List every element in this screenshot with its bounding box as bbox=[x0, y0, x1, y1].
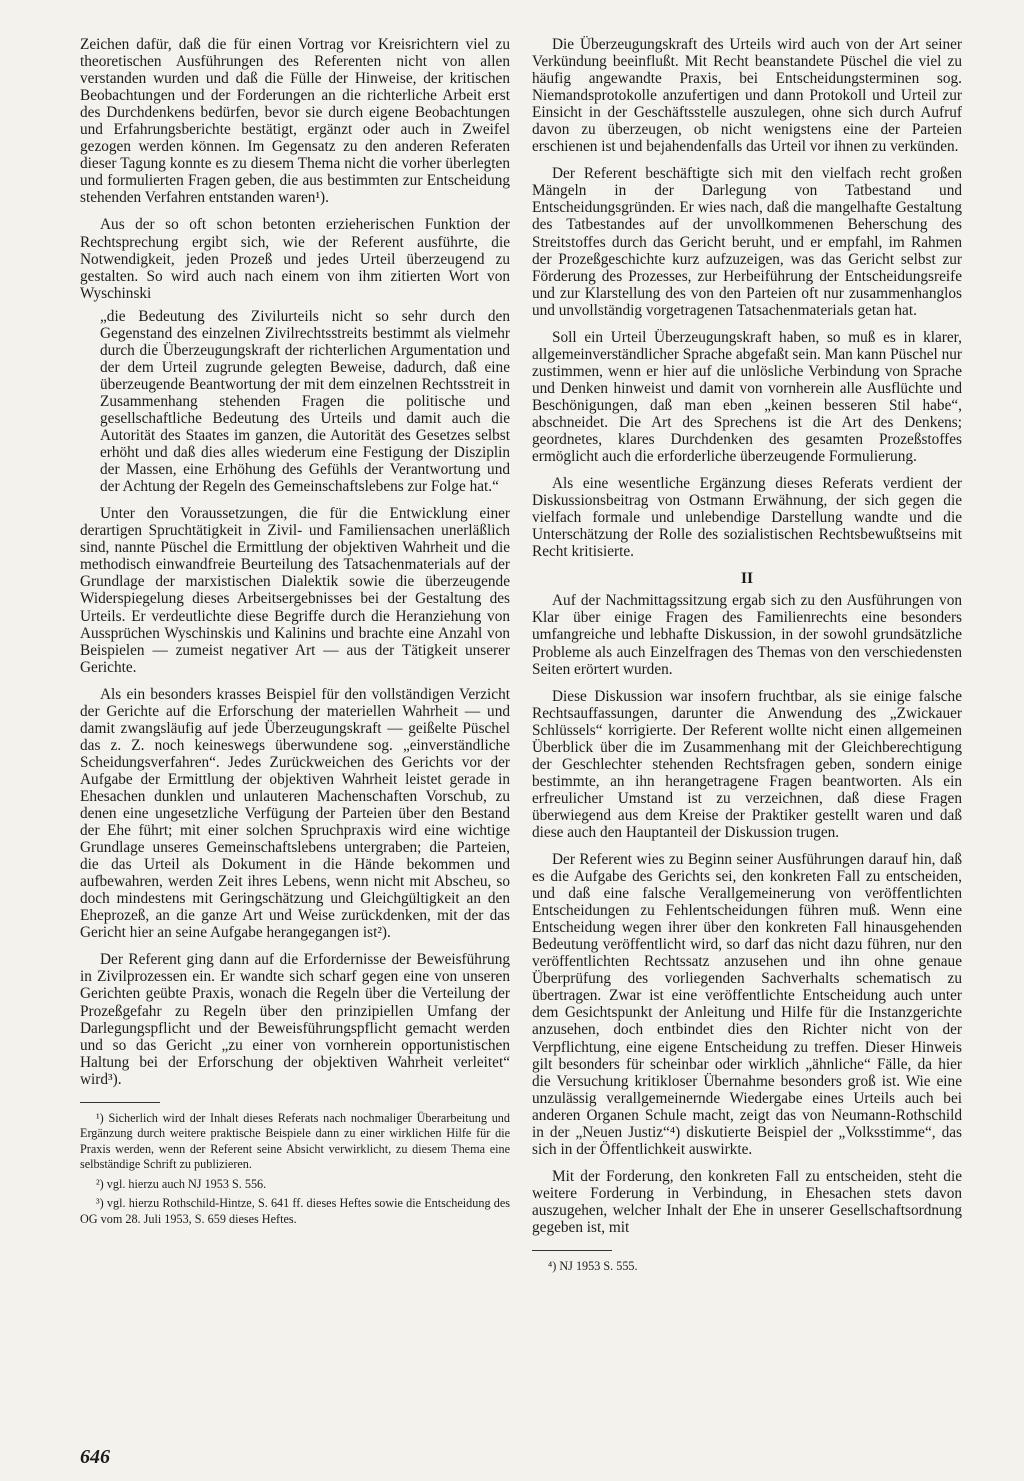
paragraph: Unter den Voraussetzungen, die für die Entwicklung einer derartigen Spruchtätigkeit in Zivil- und Familiensachen unerläßlich sind, nannte Püschel die Ermittlung der objektiven Wahrheit und die methodisch einwandfreie Beurteilung des Tatsachenmaterials auf der Grundlage der marxistischen Dialektik sowie die überzeugende Widerspiegelung dieses Arbeitsergebnisses bei der Gestaltung des Urteils. Er verdeutlichte diese Begriffe durch die Heranziehung von Aussprüchen Wyschinskis und Kalinins und brachte eine Anzahl von Beispielen — zumeist negativer Art — aus der Tätigkeit unserer Gerichte. bbox=[80, 505, 510, 676]
section-heading: II bbox=[740, 570, 754, 588]
right-column bbox=[532, 36, 962, 1275]
footnote: ⁴) NJ 1953 S. 555. bbox=[548, 1259, 638, 1274]
left-column bbox=[80, 36, 510, 1227]
footnote: ²) vgl. hierzu auch NJ 1953 S. 556. bbox=[96, 1176, 267, 1191]
paragraph: Auf der Nachmittagssitzung ergab sich zu den Ausführungen von Klar über einige Fragen des Familienrechts eine besonders umfangreiche und lebhafte Diskussion, in der sowohl grundsätzliche Probleme als auch Einzelfragen des Themas von den verschiedensten Seiten erörtert wurden. bbox=[532, 592, 962, 678]
paragraph: Diese Diskussion war insofern fruchtbar, als sie einige falsche Rechtsauffassungen, darunter die Anwendung des „Zwickauer Schlüssels“ korrigierte. Der Referent wollte nicht einen allgemeinen Überblick über die im Zusammenhang mit der Gleichberechtigung der Geschlechter stehenden Rechtsfragen geben, sondern einige bestimmte, an ihn herangetragene Fragen beantworten. Als ein erfreulicher Umstand ist zu verzeichnen, daß diese Fragen überwiegend aus dem Kreise der Praktiker gestellt waren und daß diese auch den Hauptanteil der Diskussion trugen. bbox=[532, 687, 962, 841]
paragraph: Aus der so oft schon betonten erzieherischen Funktion der Rechtsprechung ergibt sich, wie der Referent ausführte, die Notwendigkeit, jeden Prozeß und jedes Urteil überzeugend zu gestalten. So wird auch nach einem von ihm zitierten Wort von Wyschinski bbox=[80, 216, 510, 302]
footnote-divider bbox=[532, 1250, 612, 1251]
paragraph: Als eine wesentliche Ergänzung dieses Referats verdient der Diskussionsbeitrag von Ostmann Erwähnung, der sich gegen die vielfach formale und unlebendige Darstellung wandte und die Unterschätzung der Rolle des sozialistischen Rechtsbewußtseins mit Recht kritisierte. bbox=[532, 475, 962, 561]
page-number: 646 bbox=[80, 1446, 110, 1468]
paragraph: Der Referent ging dann auf die Erfordernisse der Beweisführung in Zivilprozessen ein. Er wandte sich scharf gegen eine von unseren Gerichten geübte Praxis, wonach die Regeln über die Verteilung der Prozeßgefahr zu Regeln über den prinzipiellen Umfang der Darlegungspflicht und der Beweisführungspflicht gemacht werden und so das Gericht „zu einer von vornherein opportunistischen Haltung bei der Erforschung der objektiven Wahrheit verleitet“ wird³). bbox=[80, 951, 510, 1088]
paragraph: Zeichen dafür, daß die für einen Vortrag vor Kreisrichtern viel zu theoretischen Ausführungen des Referenten nicht von allen verstanden wurden und daß die Fülle der Hinweise, der kritischen Beobachtungen und der Forderungen an die richterliche Arbeit erst des Durchdenkens bedürfen, bevor sie durch eigene Beobachtungen und Erfahrungsberichte bestätigt, ergänzt oder auch in Zweifel gezogen werden können. Im Gegensatz zu den anderen Referaten dieser Tagung konnte es zu diesem Thema nicht die vorher überlegten und formulierten Fragen geben, die aus bestimmten zur Entscheidung stehenden Verfahren entstanden waren¹). bbox=[80, 36, 510, 207]
paragraph: Die Überzeugungskraft des Urteils wird auch von der Art seiner Verkündung beeinflußt. Mit Recht beanstandete Püschel die viel zu häufig angewandte Praxis, bei Entscheidungsterminen sog. Niemandsprotokolle anzufertigen und dann Protokoll und Urteil zur Einsicht in der Geschäftsstelle auszulegen, ohne sich durch Aufruf davon zu überzeugen, ob nicht wenigstens eine der Parteien erschienen ist und bejahendenfalls das Urteil vor ihnen zu verkünden. bbox=[532, 36, 962, 156]
paragraph: Als ein besonders krasses Beispiel für den vollständigen Verzicht der Gerichte auf die Erforschung der materiellen Wahrheit — und damit zwangsläufig auf jede Überzeugungskraft — geißelte Püschel das z. Z. noch keineswegs überwundene sog. „einverständliche Scheidungsverfahren“. Jedes Zurückweichen des Gerichts vor der Aufgabe der Ermittlung der objektiven Wahrheit leistet gerade in Ehesachen dunklen und unlauteren Machenschaften Vorschub, zu denen eine ungesetzliche Verfügung der Parteien über den Bestand der Ehe führt; mit einer solchen Spruchpraxis wird eine wichtige Grundlage unseres Gemeinschaftslebens untergraben; die Parteien, die das Urteil als Dokument in die Hände bekommen und aufbewahren, werden Zeit ihres Lebens, wenn nicht mit Abscheu, so doch mindestens mit Geringschätzung und Gleichgültigkeit an den Eheprozeß, an die ganze Art und Weise zurückdenken, mit der das Gericht hier an seine Aufgabe herangegangen ist²). bbox=[80, 685, 510, 942]
footnote-divider bbox=[80, 1102, 160, 1103]
block-quote: „die Bedeutung des Zivilurteils nicht so sehr durch den Gegenstand des einzelnen Zivilrechtsstreits bestimmt als vielmehr durch die Überzeugungskraft der richterlichen Argumentation und der dem Urteil zugrunde gelegten Beweise, dadurch, daß eine überzeugende Beantwortung der mit dem einzelnen Rechtsstreit in Zusammenhang stehenden Fragen die politische und gesellschaftliche Bedeutung des Urteils und damit auch die Autorität des Staates im ganzen, die Autorität des Gesetzes selbst erhöht und daß dies alles wiederum eine Festigung der Disziplin der Massen, eine Erhöhung des Gefühls der Verantwortung und der Achtung der Regeln des Gemeinschaftslebens zur Folge hat.“ bbox=[100, 307, 510, 496]
paragraph: Mit der Forderung, den konkreten Fall zu entscheiden, steht die weitere Forderung in Verbindung, in Ehesachen stets davon auszugehen, welcher Inhalt der Ehe in unserer Gesellschaftsordnung gegeben ist, mit bbox=[532, 1167, 962, 1236]
footnote: ³) vgl. hierzu Rothschild-Hintze, S. 641 ff. dieses Heftes sowie die Entscheidung des OG vom 28. Juli 1953, S. 659 dieses Heftes. bbox=[80, 1196, 510, 1226]
paragraph: Der Referent beschäftigte sich mit den vielfach recht großen Mängeln in der Darlegung von Tatbestand und Entscheidungsgründen. Er wies nach, daß die mangelhafte Gestaltung des Tatbestandes auf der unvollkommenen Beherschung des Streitstoffes durch das Gericht beruht, und er empfahl, im Rahmen der Prozeßgeschichte kurz aufzuzeigen, was das Gericht selbst zur Förderung des Prozesses, zur Herbeiführung der Entscheidungsreife und zur Klarstellung des von den Parteien oft nur zusammenhanglos und unvollständig vorgetragenen Tatsachenmaterials getan hat. bbox=[532, 165, 962, 319]
paragraph: Der Referent wies zu Beginn seiner Ausführungen darauf hin, daß es die Aufgabe des Gerichts sei, den konkreten Fall zu entscheiden, und daß eine falsche Verallgemeinerung von veröffentlichten Entscheidungen zu Fehlentscheidungen führen muß. Wenn eine Entscheidung wegen ihrer über den konkreten Fall hinausgehenden Bedeutung veröffentlicht wird, so darf das nicht dazu führen, nur den veröffentlichten Rechtssatz anzusehen und ihn ohne genaue Überprüfung des vorliegenden Sachverhalts schematisch zu übertragen. Zwar ist eine veröffentlichte Entscheidung auch unter dem Gesichtspunkt der Anleitung und Hilfe für die Instanzgerichte anzusehen, doch entbindet dies den Richter nicht von der Verpflichtung, eine eigene Entscheidung zu treffen. Dieser Hinweis gilt besonders für scheinbar oder wirklich „ähnliche“ Fälle, da hier die Versuchung kritikloser Übernahme besonders groß ist. Wie eine unzulässig verallgemeinernde Wiedergabe eines Urteils auch bei anderen Organen Schule macht, zeigt das von Neumann-Rothschild in der „Neuen Justiz“⁴) diskutierte Beispiel der „Volksstimme“, das sich in der Öffentlichkeit auswirkte. bbox=[532, 851, 962, 1158]
footnote: ¹) Sicherlich wird der Inhalt dieses Referats nach nochmaliger Überarbeitung und Ergänzung durch weitere praktische Beispiele dann zu einer wirklichen Hilfe für die Praxis werden, wenn der Referent seine Absicht verwirklicht, zu diesem Thema eine selbständige Schrift zu publizieren. bbox=[80, 1110, 510, 1172]
paragraph: Soll ein Urteil Überzeugungskraft haben, so muß es in klarer, allgemeinverständlicher Sprache abgefaßt sein. Man kann Püschel nur zustimmen, wenn er hier auf die unlösliche Verbindung von Sprache und Denken hinweist und damit von vornherein alle Ausflüchte und Beschönigungen, daß man eben „keinen besseren Stil habe“, abschneidet. Die Art des Sprechens ist die Art des Denkens; geordnetes, klares Durchdenken des gesamten Prozeßstoffes ermöglicht auch die erforderliche überzeugende Formulierung. bbox=[532, 328, 962, 466]
